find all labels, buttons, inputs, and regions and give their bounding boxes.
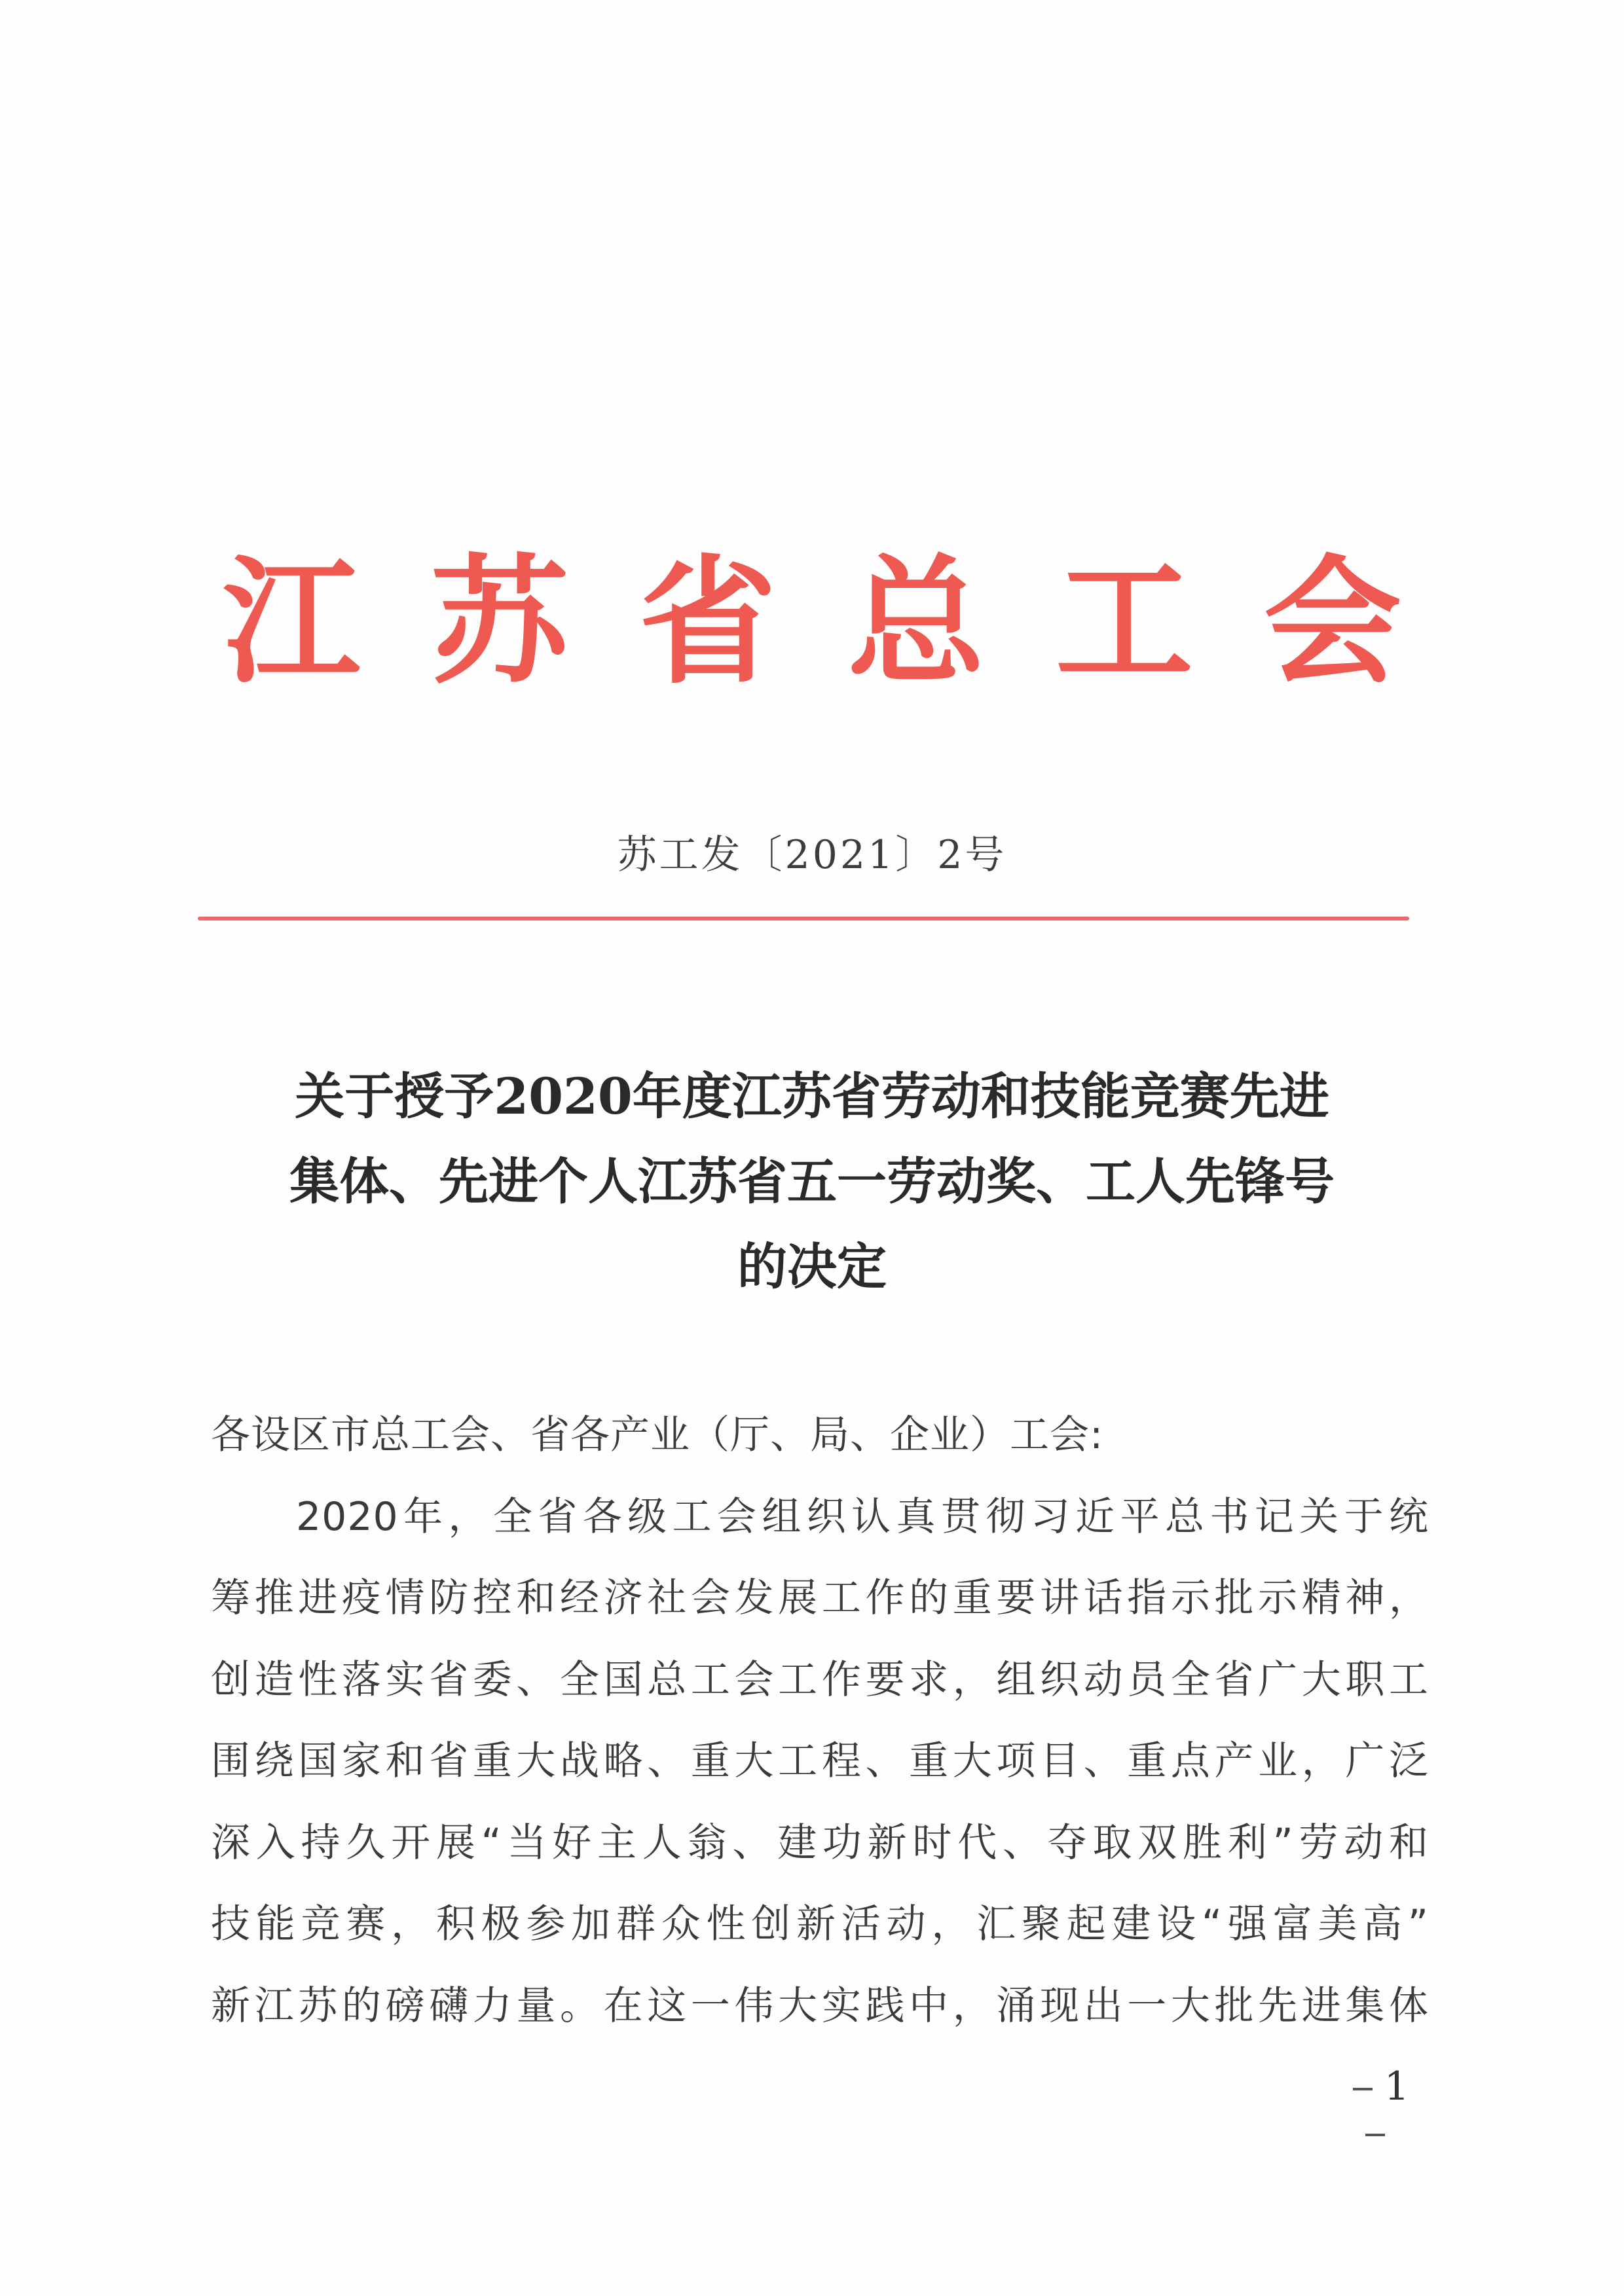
org-header-char: 江 xyxy=(223,541,361,702)
org-header xyxy=(223,537,1401,707)
red-divider xyxy=(198,917,1409,920)
salutation: 各设区市总工会、省各产业（厅、局、企业）工会: xyxy=(211,1412,1104,1458)
title-line: 集体、先进个人江苏省五一劳动奖、工人先锋号 xyxy=(289,1152,1335,1211)
page-number xyxy=(1323,2064,1428,2155)
org-header-char: 会 xyxy=(1263,541,1401,702)
body-line: 深入持久开展“当好主人翁、建功新时代、夺取双胜利”劳动和 xyxy=(211,1819,1429,1866)
page-number-value: 1 xyxy=(1384,2064,1410,2109)
title-line: 关于授予2020年度江苏省劳动和技能竞赛先进 xyxy=(295,1067,1329,1125)
org-header-char: 省 xyxy=(638,541,777,702)
dash-right xyxy=(1365,2134,1385,2136)
document-body xyxy=(211,1394,1429,2047)
body-line: 新江苏的磅礴力量。在这一伟大实践中，涌现出一大批先进集体 xyxy=(211,1982,1429,2029)
body-line: 2020年，全省各级工会组织认真贯彻习近平总书记关于统 xyxy=(296,1493,1429,1540)
title-line: 的决定 xyxy=(737,1237,887,1296)
body-line: 筹推进疫情防控和经济社会发展工作的重要讲话指示批示精神， xyxy=(211,1575,1429,1621)
dash-left xyxy=(1353,2088,1373,2090)
org-header-char: 总 xyxy=(847,541,985,702)
body-line: 围绕国家和省重大战略、重大工程、重大项目、重点产业，广泛 xyxy=(211,1738,1429,1784)
org-header-char: 工 xyxy=(1055,541,1193,702)
doc-number: 苏工发〔2021〕2号 xyxy=(617,832,1007,878)
document-title xyxy=(216,1054,1408,1309)
body-line: 创造性落实省委、全国总工会工作要求，组织动员全省广大职工 xyxy=(211,1656,1429,1703)
body-line: 技能竞赛，积极参加群众性创新活动，汇聚起建设“强富美高” xyxy=(211,1901,1429,1947)
org-header-char: 苏 xyxy=(430,541,568,702)
